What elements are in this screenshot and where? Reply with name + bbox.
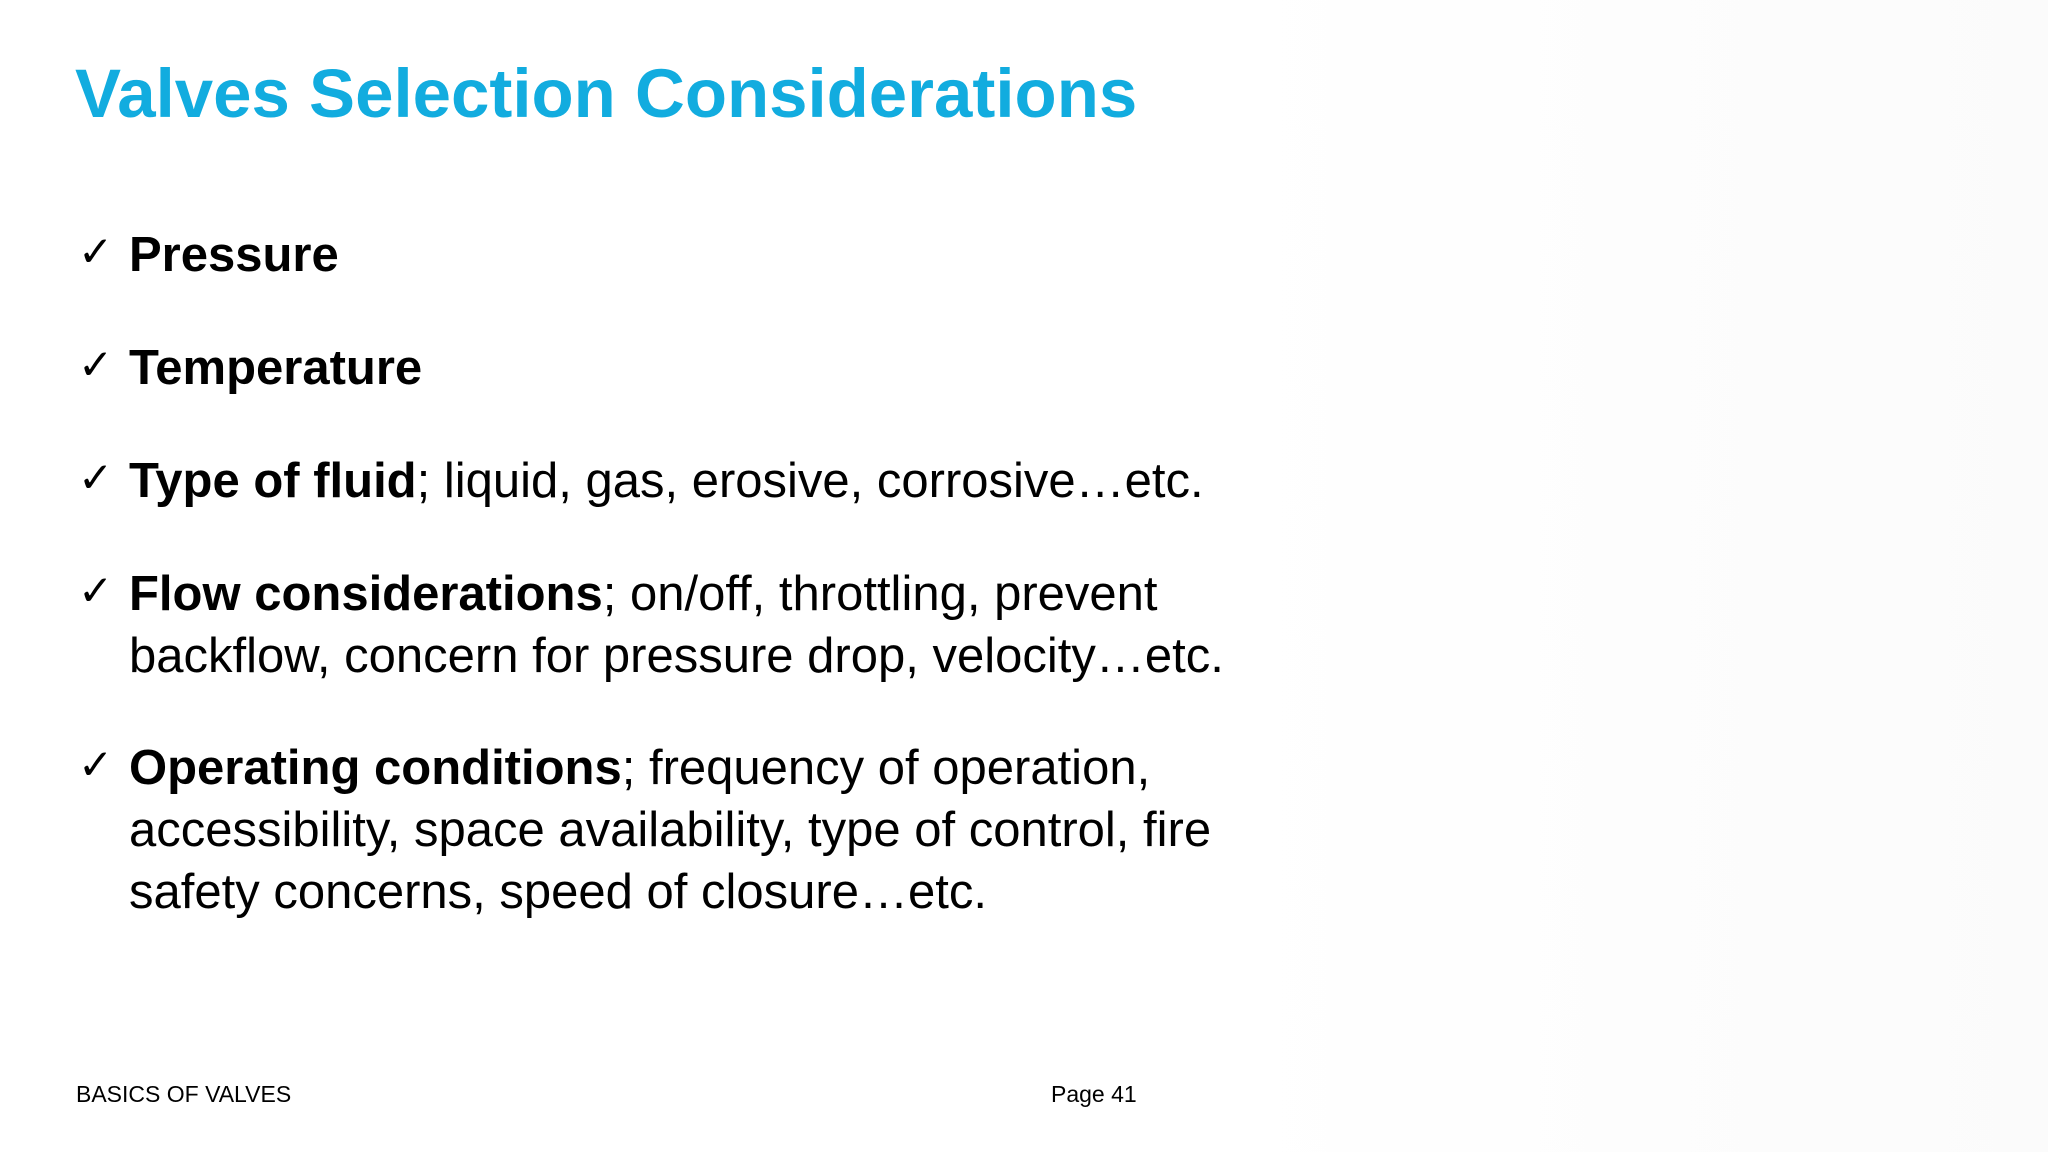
check-icon: ✓ — [78, 227, 114, 276]
bullet-text: ; on/off, throttling, prevent backflow, concern for pressure drop, velocity…etc. — [129, 567, 1224, 683]
page-number: Page 41 — [1051, 1081, 1137, 1107]
bullet-content — [129, 737, 1279, 923]
bullet-content — [129, 563, 1319, 687]
bullet-item-type-of-fluid — [78, 450, 1378, 512]
bullet-key: Type of fluid — [129, 454, 417, 508]
check-icon: ✓ — [78, 740, 114, 789]
bullet-key: Pressure — [129, 228, 339, 282]
bullet-item-pressure — [78, 224, 1378, 286]
bullet-content — [129, 224, 1329, 286]
bullet-key: Temperature — [129, 341, 423, 395]
bullet-text: ; frequency of operation, accessibility, space availability, type of control, fire safety concerns, speed of closure…etc. — [129, 741, 1212, 919]
check-icon: ✓ — [78, 340, 114, 389]
bullet-text: ; liquid, gas, erosive, corrosive…etc. — [416, 454, 1204, 508]
bullet-key: Flow considerations — [129, 567, 603, 621]
bullet-item-operating-conditions — [78, 737, 1378, 923]
bullet-key: Operating conditions — [129, 741, 622, 795]
slide-title: Valves Selection Considerations — [75, 55, 1138, 132]
check-icon: ✓ — [78, 566, 114, 615]
check-icon: ✓ — [78, 453, 114, 502]
bullet-content — [129, 337, 1329, 399]
bullet-content — [129, 450, 1329, 512]
bullet-item-temperature — [78, 337, 1378, 399]
bullet-item-flow-considerations — [78, 563, 1378, 687]
footer-title: BASICS OF VALVES — [76, 1081, 292, 1107]
